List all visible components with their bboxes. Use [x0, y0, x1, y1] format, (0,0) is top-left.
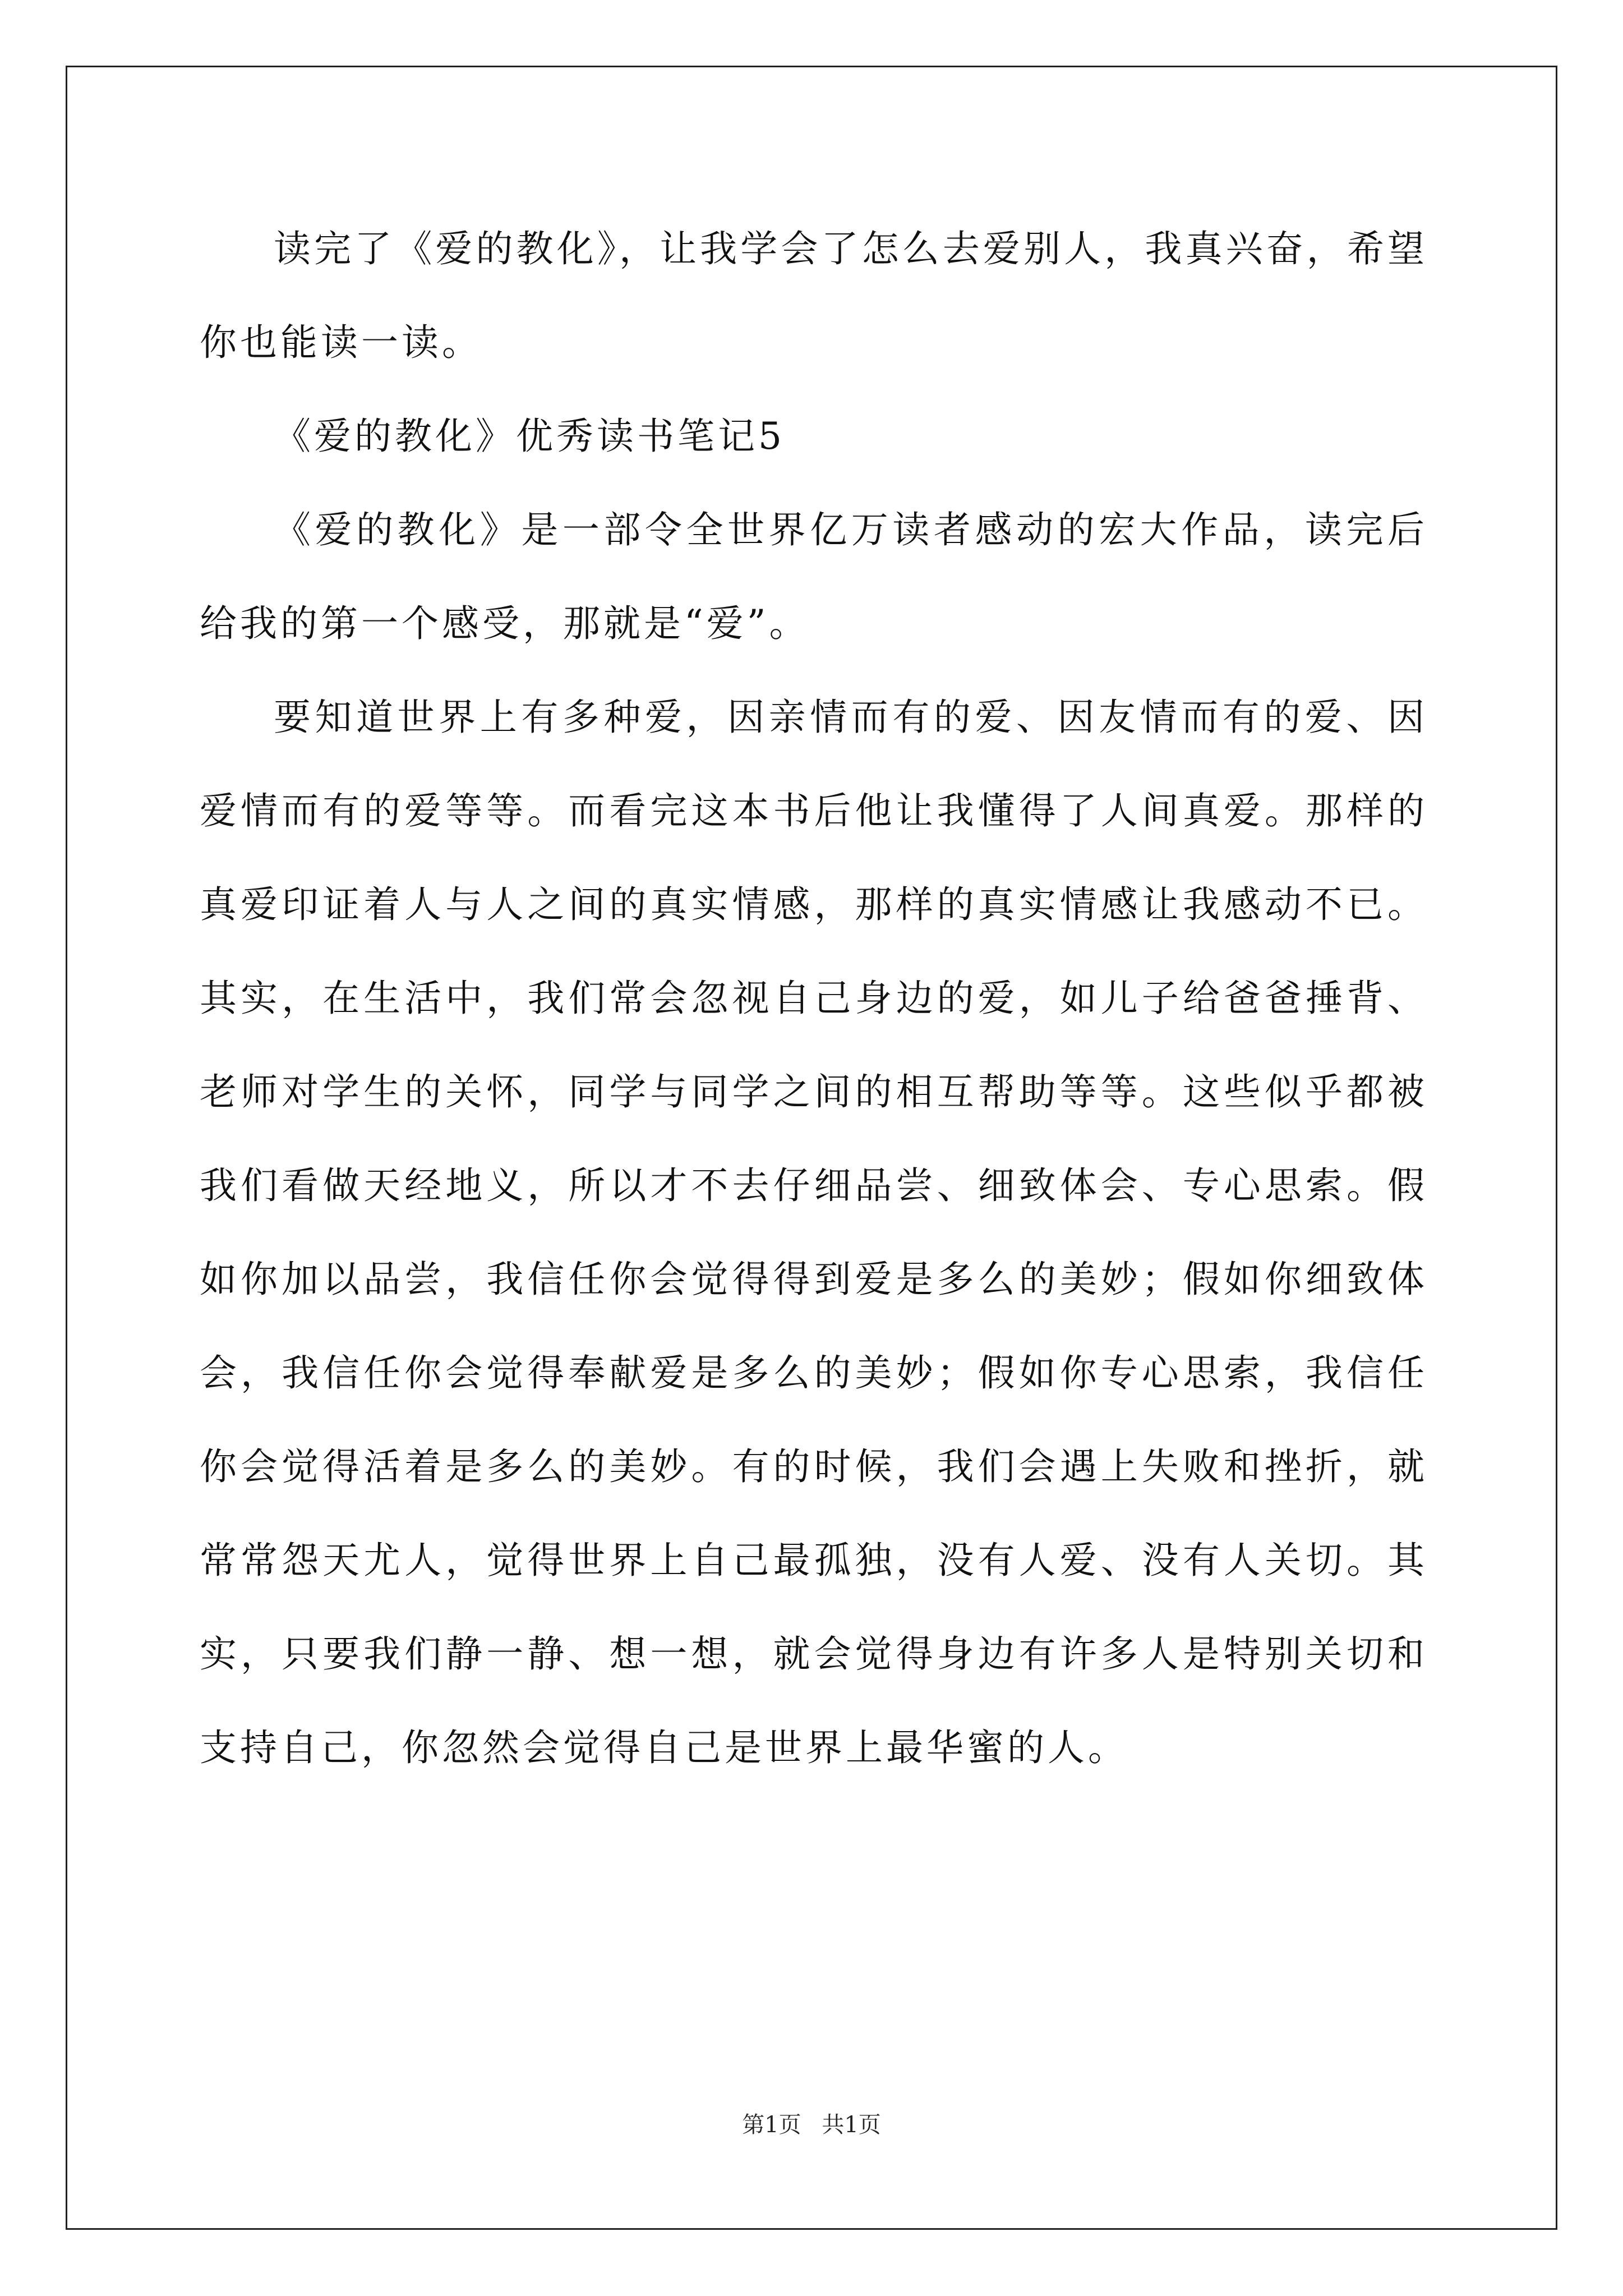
- paragraph-intro-closing: 读完了《爱的教化》，让我学会了怎么去爱别人，我真兴奋，希望你也能读一读。: [200, 227, 1428, 364]
- page-total: 共1页: [822, 2112, 881, 2138]
- page-footer: [0, 2108, 1623, 2142]
- document-body: [200, 202, 1428, 1795]
- section-heading: 《爱的教化》优秀读书笔记5: [274, 415, 785, 458]
- paragraph-first-impression: 《爱的教化》是一部令全世界亿万读者感动的宏大作品，读完后给我的第一个感受，那就是“爱”。: [200, 508, 1428, 645]
- paragraph-kinds-of-love: 要知道世界上有多种爱，因亲情而有的爱、因友情而有的爱、因爱情而有的爱等等。而看完这本书后他让我懂得了人间真爱。那样的真爱印证着人与人之间的真实情感，那样的真实情感让我感动不已。其实，在生活中，我们常会忽视自己身边的爱，如儿子给爸爸捶背、老师对学生的关怀，同学与同学之间的相互帮助等等。这些似乎都被我们看做天经地义，所以才不去仔细品尝、细致体会、专心思索。假如你加以品尝，我信任你会觉得得到爱是多么的美妙；假如你细致体会，我信任你会觉得奉献爱是多么的美妙；假如你专心思索，我信任你会觉得活着是多么的美妙。有的时候，我们会遇上失败和挫折，就常常怨天尤人，觉得世界上自己最孤独，没有人爱、没有人关切。其实，只要我们静一静、想一想，就会觉得身边有许多人是特别关切和支持自己，你忽然会觉得自己是世界上最华蜜的人。: [200, 696, 1428, 1769]
- page-number: 第1页: [742, 2112, 801, 2138]
